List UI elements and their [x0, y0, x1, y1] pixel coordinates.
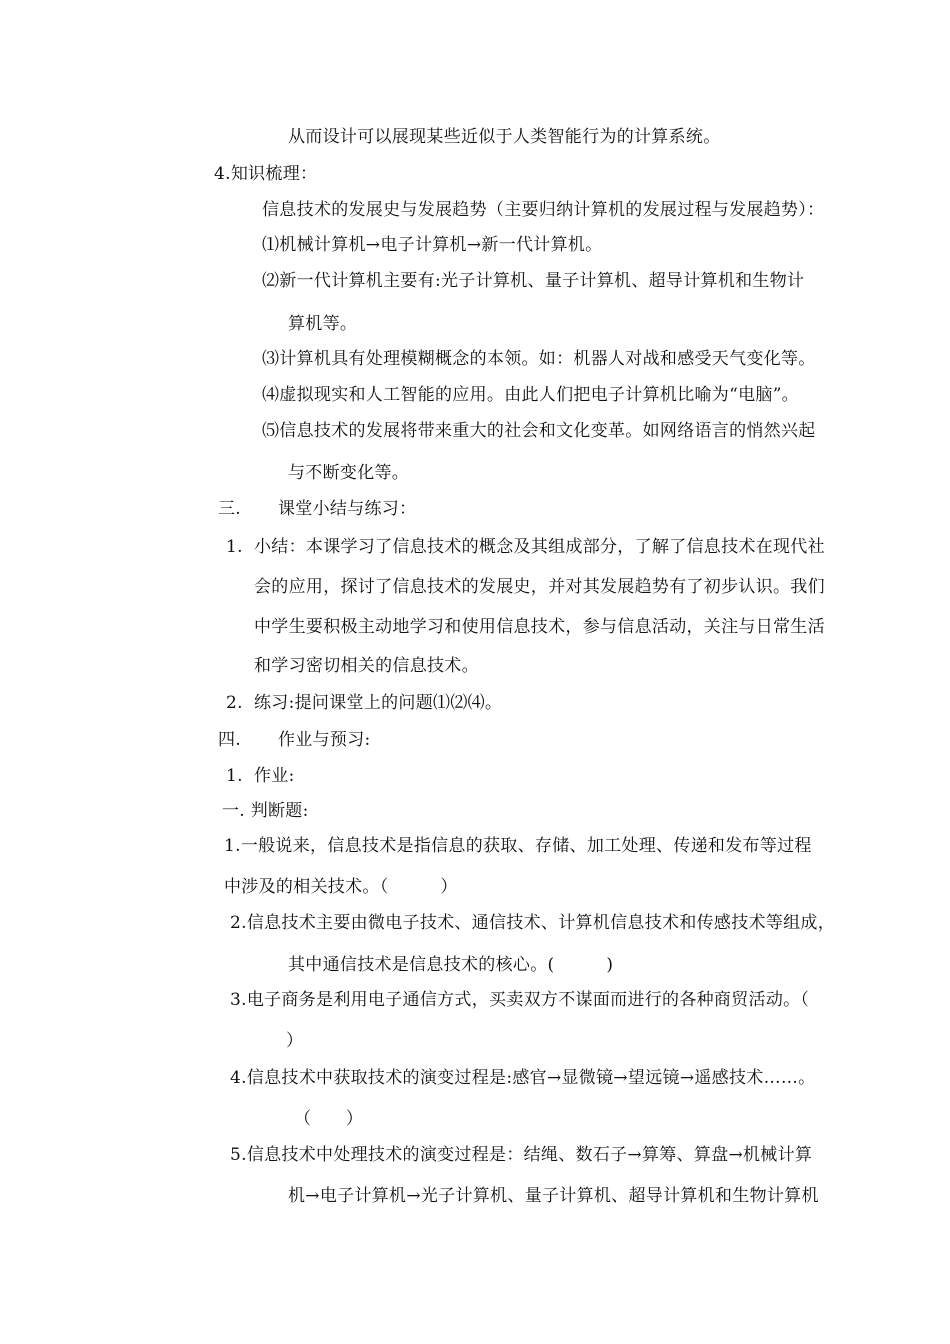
- question-3-line-1: 3.电子商务是利用电子通信方式，买卖双方不谋面而进行的各种商贸活动。（: [230, 990, 810, 1010]
- homework-number: 1.: [226, 766, 243, 786]
- question-5-line-1: 5.信息技术中处理技术的演变过程是：结绳、数石子→算筹、算盘→机械计算: [230, 1145, 813, 1165]
- summary-line-2: 会的应用，探讨了信息技术的发展史，并对其发展趋势有了初步认识。我们: [254, 577, 825, 597]
- section-4-title: 作业与预习:: [278, 730, 371, 750]
- knowledge-point-5: ⑸信息技术的发展将带来重大的社会和文化变革。如网络语言的悄然兴起: [262, 421, 816, 441]
- section-3-number: 三.: [218, 499, 242, 519]
- exercise-number: 2.: [226, 693, 243, 713]
- knowledge-point-1: ⑴机械计算机→电子计算机→新一代计算机。: [262, 235, 603, 255]
- summary-line-3: 中学生要积极主动地学习和使用信息技术，参与信息活动，关注与日常生活: [254, 617, 825, 637]
- section-heading-knowledge: 4.知识梳理：: [214, 164, 318, 184]
- knowledge-point-2-cont: 算机等。: [288, 314, 358, 334]
- knowledge-point-4: ⑷虚拟现实和人工智能的应用。由此人们把电子计算机比喻为“电脑”。: [262, 385, 799, 405]
- question-2-line-1: 2.信息技术主要由微电子技术、通信技术、计算机信息技术和传感技术等组成，: [230, 913, 836, 933]
- question-5-line-2: 机→电子计算机→光子计算机、量子计算机、超导计算机和生物计算机: [288, 1186, 819, 1206]
- homework-text: 作业:: [254, 766, 295, 786]
- summary-line-4: 和学习密切相关的信息技术。: [254, 656, 479, 676]
- question-4-line-1: 4.信息技术中获取技术的演变过程是:感官→显微镜→望远镜→遥感技术……。: [230, 1068, 816, 1088]
- question-3-line-2: ）: [286, 1031, 304, 1051]
- knowledge-intro: 信息技术的发展史与发展趋势（主要归纳计算机的发展过程与发展趋势）：: [262, 200, 825, 220]
- paragraph-continuation: 从而设计可以展现某些近似于人类智能行为的计算系统。: [288, 127, 721, 147]
- question-4-line-2: （ ）: [294, 1109, 364, 1129]
- section-4-number: 四.: [218, 730, 242, 750]
- exercise-text: 练习:提问课堂上的问题⑴⑵⑷。: [254, 693, 503, 713]
- knowledge-point-5-cont: 与不断变化等。: [288, 463, 410, 483]
- question-1-line-2: 中涉及的相关技术。（ ）: [224, 877, 458, 897]
- question-2-line-2: 其中通信技术是信息技术的核心。( ): [288, 955, 614, 975]
- question-1-line-1: 1.一般说来，信息技术是指信息的获取、存储、加工处理、传递和发布等过程: [224, 836, 812, 856]
- knowledge-point-3: ⑶计算机具有处理模糊概念的本领。如：机器人对战和感受天气变化等。: [262, 349, 816, 369]
- summary-line-1: 小结：本课学习了信息技术的概念及其组成部分，了解了信息技术在现代社: [254, 537, 825, 557]
- section-3-title: 课堂小结与练习：: [278, 499, 417, 519]
- knowledge-point-2: ⑵新一代计算机主要有:光子计算机、量子计算机、超导计算机和生物计: [262, 271, 805, 291]
- summary-number: 1.: [226, 537, 243, 557]
- judge-heading: 一. 判断题:: [222, 801, 309, 821]
